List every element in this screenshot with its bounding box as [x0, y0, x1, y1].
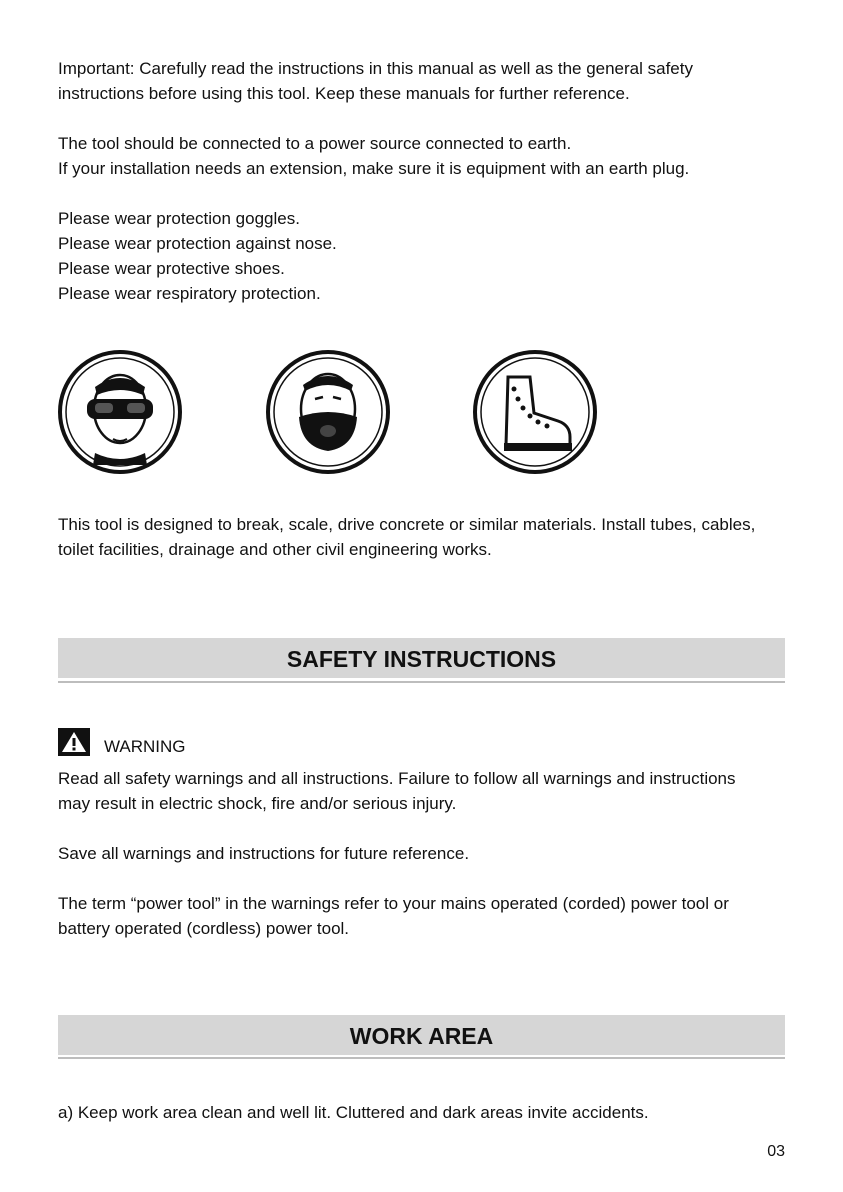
goggles-icon	[55, 347, 185, 477]
text-line: instructions before using this tool. Keep these manuals for further reference.	[58, 84, 630, 103]
text-line: battery operated (cordless) power tool.	[58, 919, 350, 938]
mask-icon	[263, 347, 393, 477]
text-line: Read all safety warnings and all instructions. Failure to follow all warnings and instructions	[58, 769, 736, 788]
page-number: 03	[767, 1143, 785, 1160]
text-line: Important: Carefully read the instructions in this manual as well as the general safety	[58, 59, 693, 78]
text-line: Save all warnings and instructions for future reference.	[58, 844, 470, 863]
save-all-warnings	[58, 841, 798, 866]
warning-label: WARNING	[104, 737, 186, 756]
protection-list	[58, 206, 798, 306]
warning-triangle-icon	[58, 728, 90, 756]
protection-item: Please wear protective shoes.	[58, 259, 285, 278]
text-line: a) Keep work area clean and well lit. Cluttered and dark areas invite accidents.	[58, 1103, 649, 1122]
earth-notice	[58, 131, 798, 181]
work-area-item-a	[58, 1100, 798, 1125]
protection-item: Please wear protection goggles.	[58, 209, 300, 228]
power-tool-term	[58, 891, 798, 941]
text-line: toilet facilities, drainage and other civil engineering works.	[58, 540, 492, 559]
protection-item: Please wear respiratory protection.	[58, 284, 321, 303]
section-heading-safety: SAFETY INSTRUCTIONS	[58, 638, 785, 678]
text-line: This tool is designed to break, scale, drive concrete or similar materials. Install tubes, cables,	[58, 515, 756, 534]
section-divider	[58, 1057, 785, 1059]
tool-purpose	[58, 512, 798, 562]
protection-item: Please wear protection against nose.	[58, 234, 337, 253]
safety-boot-icon	[470, 347, 600, 477]
section-heading-work-area: WORK AREA	[58, 1015, 785, 1055]
section-divider	[58, 681, 785, 683]
text-line: may result in electric shock, fire and/or serious injury.	[58, 794, 457, 813]
text-line: The tool should be connected to a power source connected to earth.	[58, 134, 572, 153]
safety-pictograms	[55, 347, 615, 477]
text-line: If your installation needs an extension, make sure it is equipment with an earth plug.	[58, 159, 690, 178]
read-all-warnings	[58, 766, 798, 816]
important-notice	[58, 56, 798, 106]
text-line: The term “power tool” in the warnings refer to your mains operated (corded) power tool or	[58, 894, 729, 913]
